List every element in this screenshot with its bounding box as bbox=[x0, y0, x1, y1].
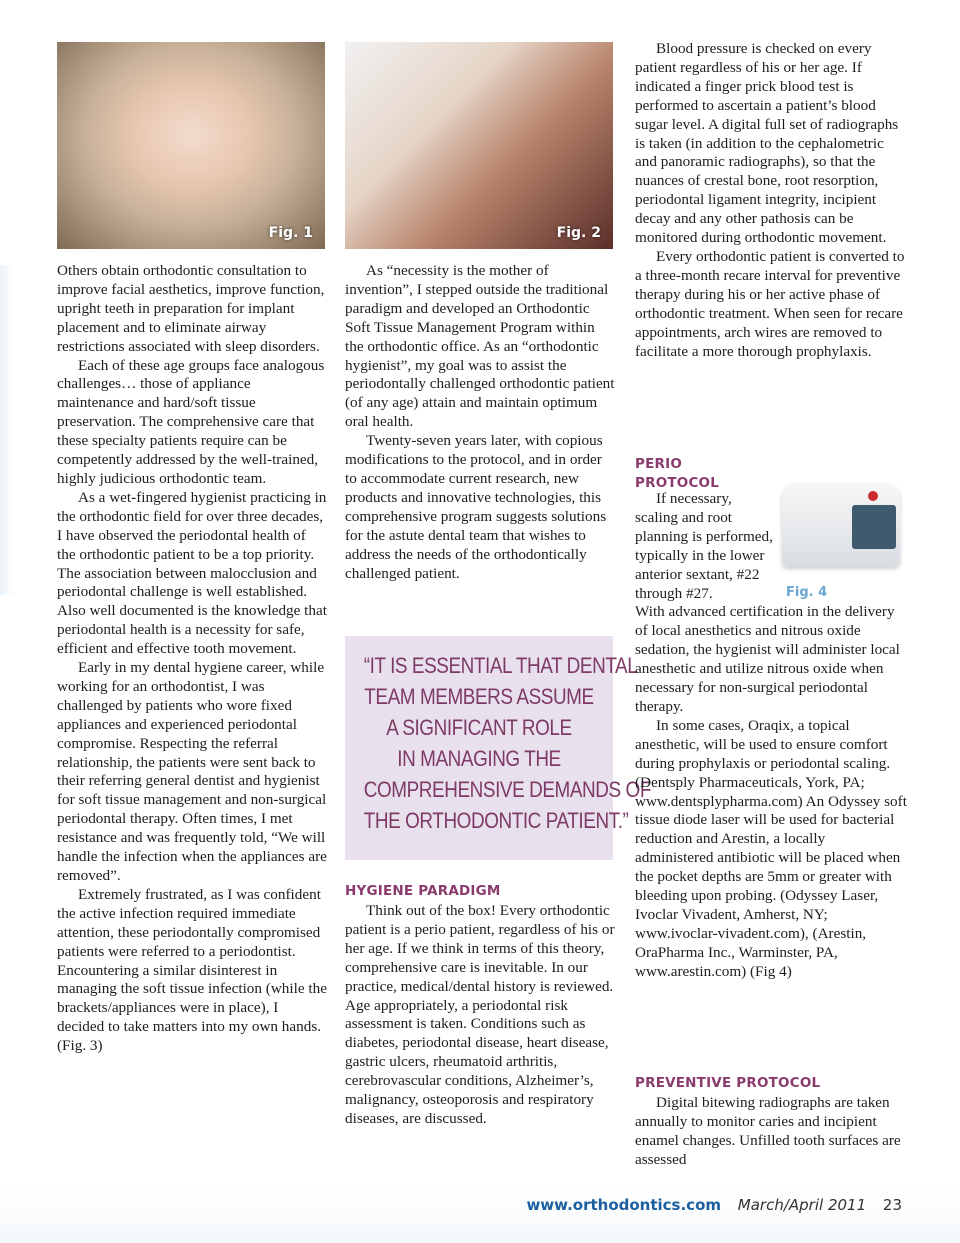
heading-preventive-protocol: PREVENTIVE PROTOCOL bbox=[635, 1075, 821, 1091]
heading-perio-line-2: PROTOCOL bbox=[635, 474, 720, 491]
perio-paragraph-1: If necessary, scaling and root planning is performed, typically in the lower anterior sextant, #22 through #27. bbox=[635, 490, 773, 602]
col2-paragraph-3: Think out of the box! Every orthodontic patient is a perio patient, regardless of his or her age. If we think in terms of this theory, comprehensive care is inevitable. In our practice, medical/dental history is reviewed. Age appropriately, a periodontal risk assessment is taken. Conditions such as diabetes, periodontal disease, heart disease, gastric ulcers, rheumatoid arthritis, cerebrovascular conditions, Alzheimer’s, malignancy, osteoporosis and respiratory diseases, are discussed. bbox=[345, 902, 615, 1127]
pull-quote-line: IN MANAGING THE bbox=[397, 746, 561, 771]
col1-paragraph-4: Early in my dental hygiene career, while working for an orthodontist, I was challenged by patients who wore fixed appliances and experienced periodontal compromise. Respecting the referral relationship, the patients were sent back to their referring general dentist and hygienist for soft tissue management and non-surgical periodontal therapy. Often times, I met resistance and was frequently told, “We will handle the infection when the appliances are removed”. bbox=[57, 659, 327, 884]
side-stripe bbox=[0, 265, 14, 595]
col1-paragraph-5: Extremely frustrated, as I was confident the active infection required immediate attention, these periodontally compromised patients were referred to a periodontist. Encountering a similar disinterest in managing the soft tissue infection (while the brackets/appliances were in place), I decided to take matters into my own hands. (Fig. 3) bbox=[57, 885, 327, 1055]
column-1 bbox=[57, 262, 327, 1056]
pull-quote-line: TEAM MEMBERS ASSUME bbox=[364, 684, 594, 709]
col3-paragraph-1: Blood pressure is checked on every patient regardless of his or her age. If indicated a finger prick blood test is performed to ascertain a patient’s blood sugar level. A digital full set of radiographs is taken (in addition to the cephalometric and panoramic radiographs), so that the nuances of crestal bone, root resorption, periodontal ligament integrity, incipient decay and any other pathosis can be monitored during orthodontic movement. bbox=[635, 40, 899, 247]
figure-1-label: Fig. 1 bbox=[268, 225, 313, 241]
pull-quote-line: COMPREHENSIVE DEMANDS OF bbox=[363, 777, 651, 802]
col2-paragraph-1: As “necessity is the mother of invention”, I stepped outside the traditional paradigm and developed an Orthodontic Soft Tissue Management Program within the orthodontic office. As an “orthodontic hygienist”, my goal was to assist the periodontally challenged orthodontic patient (of any age) attain and maintain optimum oral health. bbox=[345, 262, 615, 431]
column-3 bbox=[635, 40, 907, 361]
pull-quote-line: “IT IS ESSENTIAL THAT DENTAL bbox=[363, 653, 638, 678]
footer-page-number: 23 bbox=[882, 1196, 902, 1214]
pull-quote-line: A SIGNIFICANT ROLE bbox=[386, 715, 572, 740]
prevent-paragraph-1: Digital bitewing radiographs are taken annually to monitor caries and incipient enamel changes. Unfilled tooth surfaces are assessed bbox=[635, 1094, 901, 1168]
page-footer bbox=[526, 1196, 902, 1214]
perio-protocol-text bbox=[635, 490, 907, 982]
preventive-protocol-text bbox=[635, 1094, 907, 1170]
heading-perio-protocol bbox=[635, 455, 719, 492]
figure-1-photo-child bbox=[57, 42, 325, 249]
perio-paragraph-2: In some cases, Oraqix, a topical anesthetic, will be used to ensure comfort during prophylaxis or periodontal scaling. (Dentsply Pharmaceuticals, York, PA; www.dentsplypharma.com) An Odyssey soft tissue diode laser will be used for bacterial reduction and Arestin, a locally administered antibiotic will be placed when the pocket depths are 5mm or greater with bleeding upon probing. (Odyssey Laser, Ivoclar Vivadent, Amherst, NY; www.ivoclar-vivadent.com), (Arestin, OraPharma Inc., Warminster, PA, www.arestin.com) (Fig 4) bbox=[635, 716, 907, 980]
pull-quote-line: THE ORTHODONTIC PATIENT.” bbox=[363, 808, 629, 833]
footer-url-link[interactable]: www.orthodontics.com bbox=[526, 1196, 721, 1214]
col1-paragraph-1: Others obtain orthodontic consultation to improve facial aesthetics, improve function, upright teeth in preparation for implant placement and to eliminate airway restrictions associated with sleep disorders. bbox=[57, 262, 325, 355]
figure-4-label: Fig. 4 bbox=[786, 585, 828, 600]
perio-paragraph-1b: With advanced certification in the delivery of local anesthetics and nitrous oxide sedation, the hygienist will administer local anesthetic and utilize nitrous oxide when necessary for non-surgical periodontal therapy. bbox=[635, 603, 900, 715]
col2-paragraph-2: Twenty-seven years later, with copious modifications to the protocol, and in order to accommodate current research, new products and innovative technologies, this comprehensive program suggests solutions for the astute dental team that wishes to address the needs of the orthodontically challenged patient. bbox=[345, 432, 607, 582]
column-2-lower bbox=[345, 902, 617, 1129]
col1-paragraph-3: As a wet-fingered hygienist practicing in the orthodontic field for over three decades, I have observed the periodontal health of the orthodontic patient to be a top priority. The association between malocclusion and periodontal challenge is well established. Also well documented is the knowledge that periodontal health is a necessity for safe, efficient and effective tooth movement. bbox=[57, 488, 327, 658]
pull-quote bbox=[345, 636, 651, 860]
figure-2-photo-braces bbox=[345, 42, 613, 249]
col3-paragraph-2: Every orthodontic patient is converted to a three-month recare interval for preventive therapy during his or her active phase of orthodontic treatment. When seen for recare appointments, arch wires are removed to facilitate a more thorough prophylaxis. bbox=[635, 247, 905, 360]
col1-paragraph-2: Each of these age groups face analogous challenges… those of appliance maintenance and hard/soft tissue preservation. The comprehensive care that these specialty patients require can be competently addressed by the well-trained, highly judicious orthodontic team. bbox=[57, 356, 325, 487]
figure-2-label: Fig. 2 bbox=[556, 225, 601, 241]
footer-issue-date: March/April 2011 bbox=[737, 1196, 867, 1214]
heading-hygiene-paradigm: HYGIENE PARADIGM bbox=[345, 883, 501, 899]
column-2 bbox=[345, 262, 617, 583]
heading-perio-line-1: PERIO bbox=[635, 456, 683, 472]
